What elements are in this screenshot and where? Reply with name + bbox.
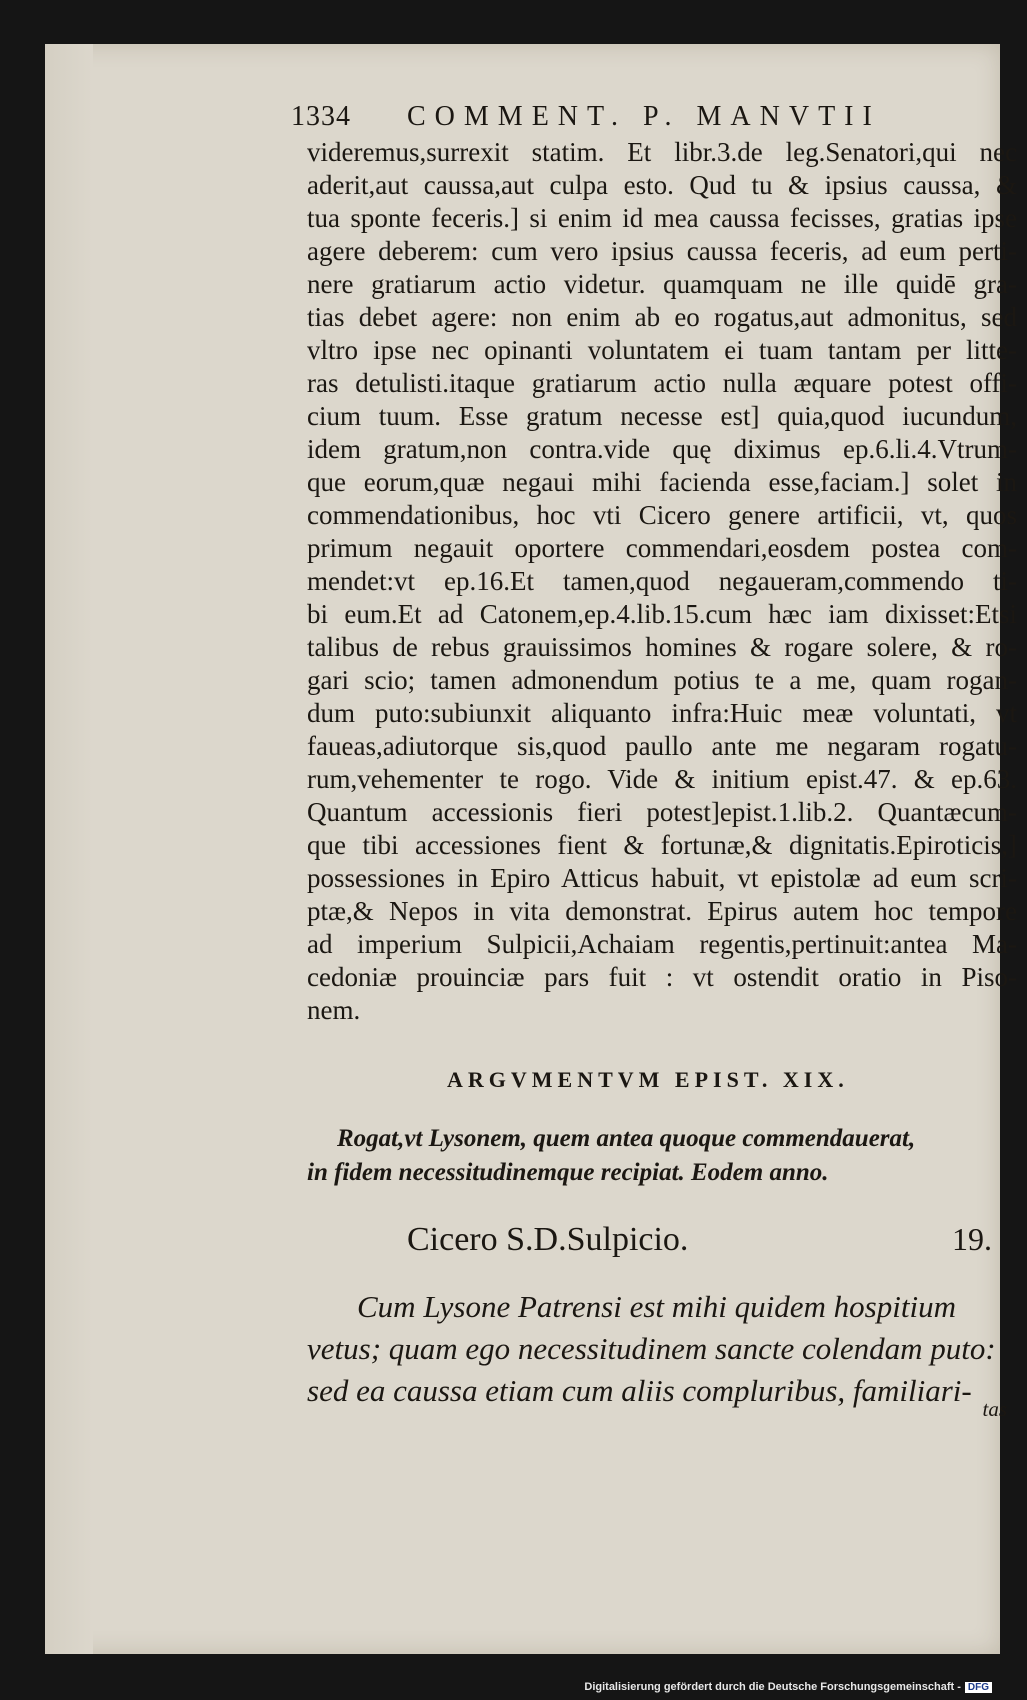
- letter-line: sed ea caussa etiam cum aliis compluribus, familiari-: [307, 1373, 972, 1408]
- text-line: tias debet agere: non enim ab eo rogatus,aut admonitus, sed: [307, 302, 1017, 332]
- text-line: talibus de rebus grauissimos homines & rogare solere, & ro-: [307, 632, 1017, 662]
- text-line: rum,vehementer te rogo. Vide & initium epist.47. & ep.63.: [307, 764, 1017, 794]
- text-line: videremus,surrexit statim. Et libr.3.de leg.Senatori,qui nec: [307, 137, 1017, 167]
- text-line: aderit,aut caussa,aut culpa esto. Qud tu & ipsius caussa, &: [307, 170, 1017, 200]
- text-line: nem.: [307, 995, 361, 1025]
- page-number: 1334: [291, 101, 351, 132]
- text-line: possessiones in Epiro Atticus habuit, vt epistolæ ad eum scri-: [307, 863, 1017, 893]
- letter-number: 19.: [952, 1221, 992, 1257]
- argument-line: in fidem necessitudinemque recipiat. Eodem anno.: [307, 1159, 829, 1186]
- text-line: ras detulisti.itaque gratiarum actio nulla æquare potest offi-: [307, 368, 1017, 398]
- running-head: COMMENT. P. MANVTII: [407, 101, 881, 132]
- text-line: primum negauit oportere commendari,eosdem postea com-: [307, 533, 1017, 563]
- text-line: tua sponte feceris.] si enim id mea caussa fecisses, gratias ipse: [307, 203, 1017, 233]
- text-line: cium tuum. Esse gratum necesse est] quia,quod iucundum,: [307, 401, 1017, 431]
- text-line: que eorum,quæ negaui mihi facienda esse,faciam.] solet in: [307, 467, 1017, 497]
- text-line: mendet:vt ep.16.Et tamen,quod negaueram,commendo ti-: [307, 566, 1017, 596]
- catchword: tas: [982, 1397, 1007, 1421]
- digitization-credit: [584, 1681, 992, 1693]
- letter-line: Cum Lysone Patrensi est mihi quidem hospitium: [357, 1289, 956, 1324]
- letter-title: Cicero S.D.Sulpicio.: [407, 1221, 689, 1258]
- dfg-logo: DFG: [965, 1682, 992, 1693]
- text-line: vltro ipse nec opinanti voluntatem ei tuam tantam per litte-: [307, 335, 1017, 365]
- argument-heading: ARGVMENTVM EPIST. XIX.: [447, 1067, 849, 1092]
- page-header: [291, 101, 1027, 135]
- commentary-text: [307, 136, 1027, 1027]
- text-line: faueas,adiutorque sis,quod paullo ante me negaram rogatu-: [307, 731, 1017, 761]
- letter-line: vetus; quam ego necessitudinem sancte colendam puto:: [307, 1331, 996, 1366]
- argument-text: [307, 1122, 1027, 1190]
- text-line: agere deberem: cum vero ipsius caussa feceris, ad eum perti-: [307, 236, 1017, 266]
- text-line: cedoniæ prouinciæ pars fuit : vt ostendit oratio in Piso-: [307, 962, 1017, 992]
- book-page: [45, 44, 1017, 1654]
- text-line: que tibi accessiones fient & fortunæ,& dignitatis.Epiroticis,]: [307, 830, 1017, 860]
- text-line: Quantum accessionis fieri potest]epist.1.lib.2. Quantæcum-: [307, 797, 1017, 827]
- text-line: ad imperium Sulpicii,Achaiam regentis,pertinuit:antea Ma-: [307, 929, 1017, 959]
- credit-text: Digitalisierung gefördert durch die Deutsche Forschungsgemeinschaft -: [584, 1681, 961, 1693]
- letter-text: [307, 1286, 1027, 1412]
- text-line: bi eum.Et ad Catonem,ep.4.lib.15.cum hæc iam dixisset:Etsi: [307, 599, 1017, 629]
- text-line: idem gratum,non contra.vide quę diximus ep.6.li.4.Vtrum-: [307, 434, 1017, 464]
- text-line: commendationibus, hoc vti Cicero genere artificii, vt, quos: [307, 500, 1017, 530]
- text-line: nere gratiarum actio videtur. quamquam ne ille quidē gra-: [307, 269, 1017, 299]
- text-line: ptæ,& Nepos in vita demonstrat. Epirus autem hoc tempore: [307, 896, 1017, 926]
- text-line: dum puto:subiunxit aliquanto infra:Huic meæ voluntati, vt: [307, 698, 1017, 728]
- argument-line: Rogat,vt Lysonem, quem antea quoque commendauerat,: [337, 1125, 916, 1152]
- text-line: gari scio; tamen admonendum potius te a me, quam rogan-: [307, 665, 1017, 695]
- page-gutter: [45, 44, 93, 1654]
